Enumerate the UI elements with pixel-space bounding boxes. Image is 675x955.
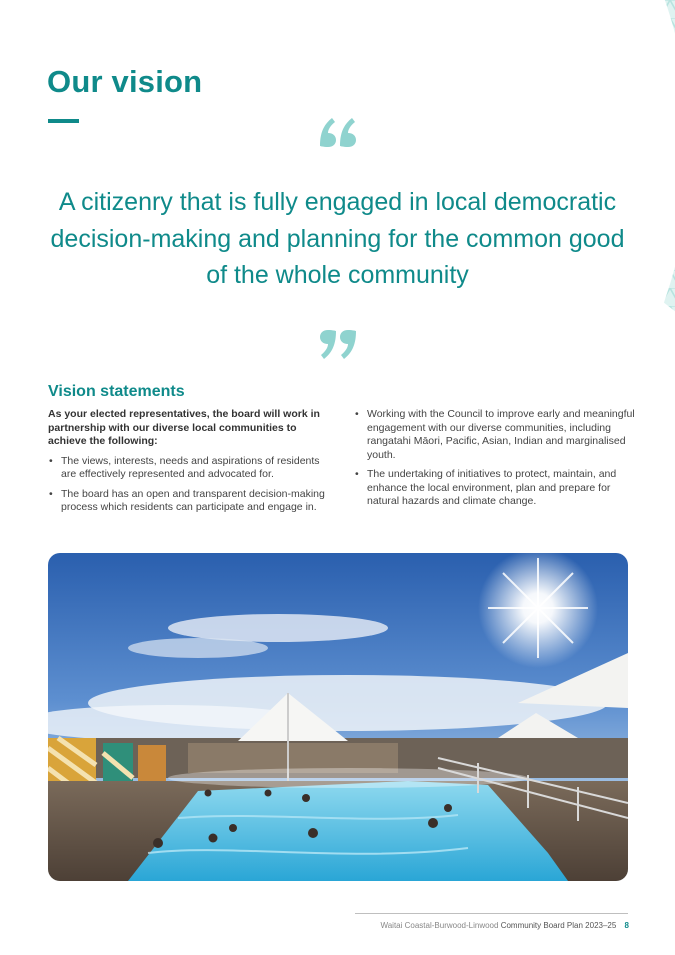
bullet-list-left [48, 455, 333, 515]
footer-plan-title: Community Board Plan 2023–25 [500, 921, 617, 930]
bullet-list-right [354, 408, 639, 509]
vision-statement: A citizenry that is fully engaged in local democratic decision-making and planning for the common good of the whole community [50, 188, 625, 289]
section-heading: Vision statements [48, 383, 185, 400]
right-column [354, 408, 639, 515]
close-quote-icon [316, 325, 360, 369]
hot-pools-photo [48, 553, 628, 881]
list-item: • The board has an open and transparent decision-making process which residents can participate and engage in. [48, 488, 333, 515]
page-footer [380, 921, 629, 930]
footer-board-name: Waitai Coastal-Burwood-Linwood [380, 921, 499, 930]
open-quote-icon [316, 108, 360, 152]
list-item: • The views, interests, needs and aspirations of residents are effectively represented and advocated for. [48, 455, 333, 482]
page-number: 8 [624, 921, 629, 930]
list-item: • The undertaking of initiatives to protect, maintain, and enhance the local environment, plan and prepare for natural hazards and climate change. [354, 468, 639, 509]
page-title: Our vision [47, 64, 203, 99]
intro-paragraph: As your elected representatives, the board will work in partnership with our diverse local communities to achieve the following: [48, 408, 320, 447]
left-column [48, 408, 333, 521]
footer-divider [355, 913, 628, 914]
list-item: • Working with the Council to improve early and meaningful engagement with our diverse communities, including rangatahi Māori, Pacific, Asian, Indian and marginalised youth. [354, 408, 639, 462]
title-underline [48, 119, 79, 123]
